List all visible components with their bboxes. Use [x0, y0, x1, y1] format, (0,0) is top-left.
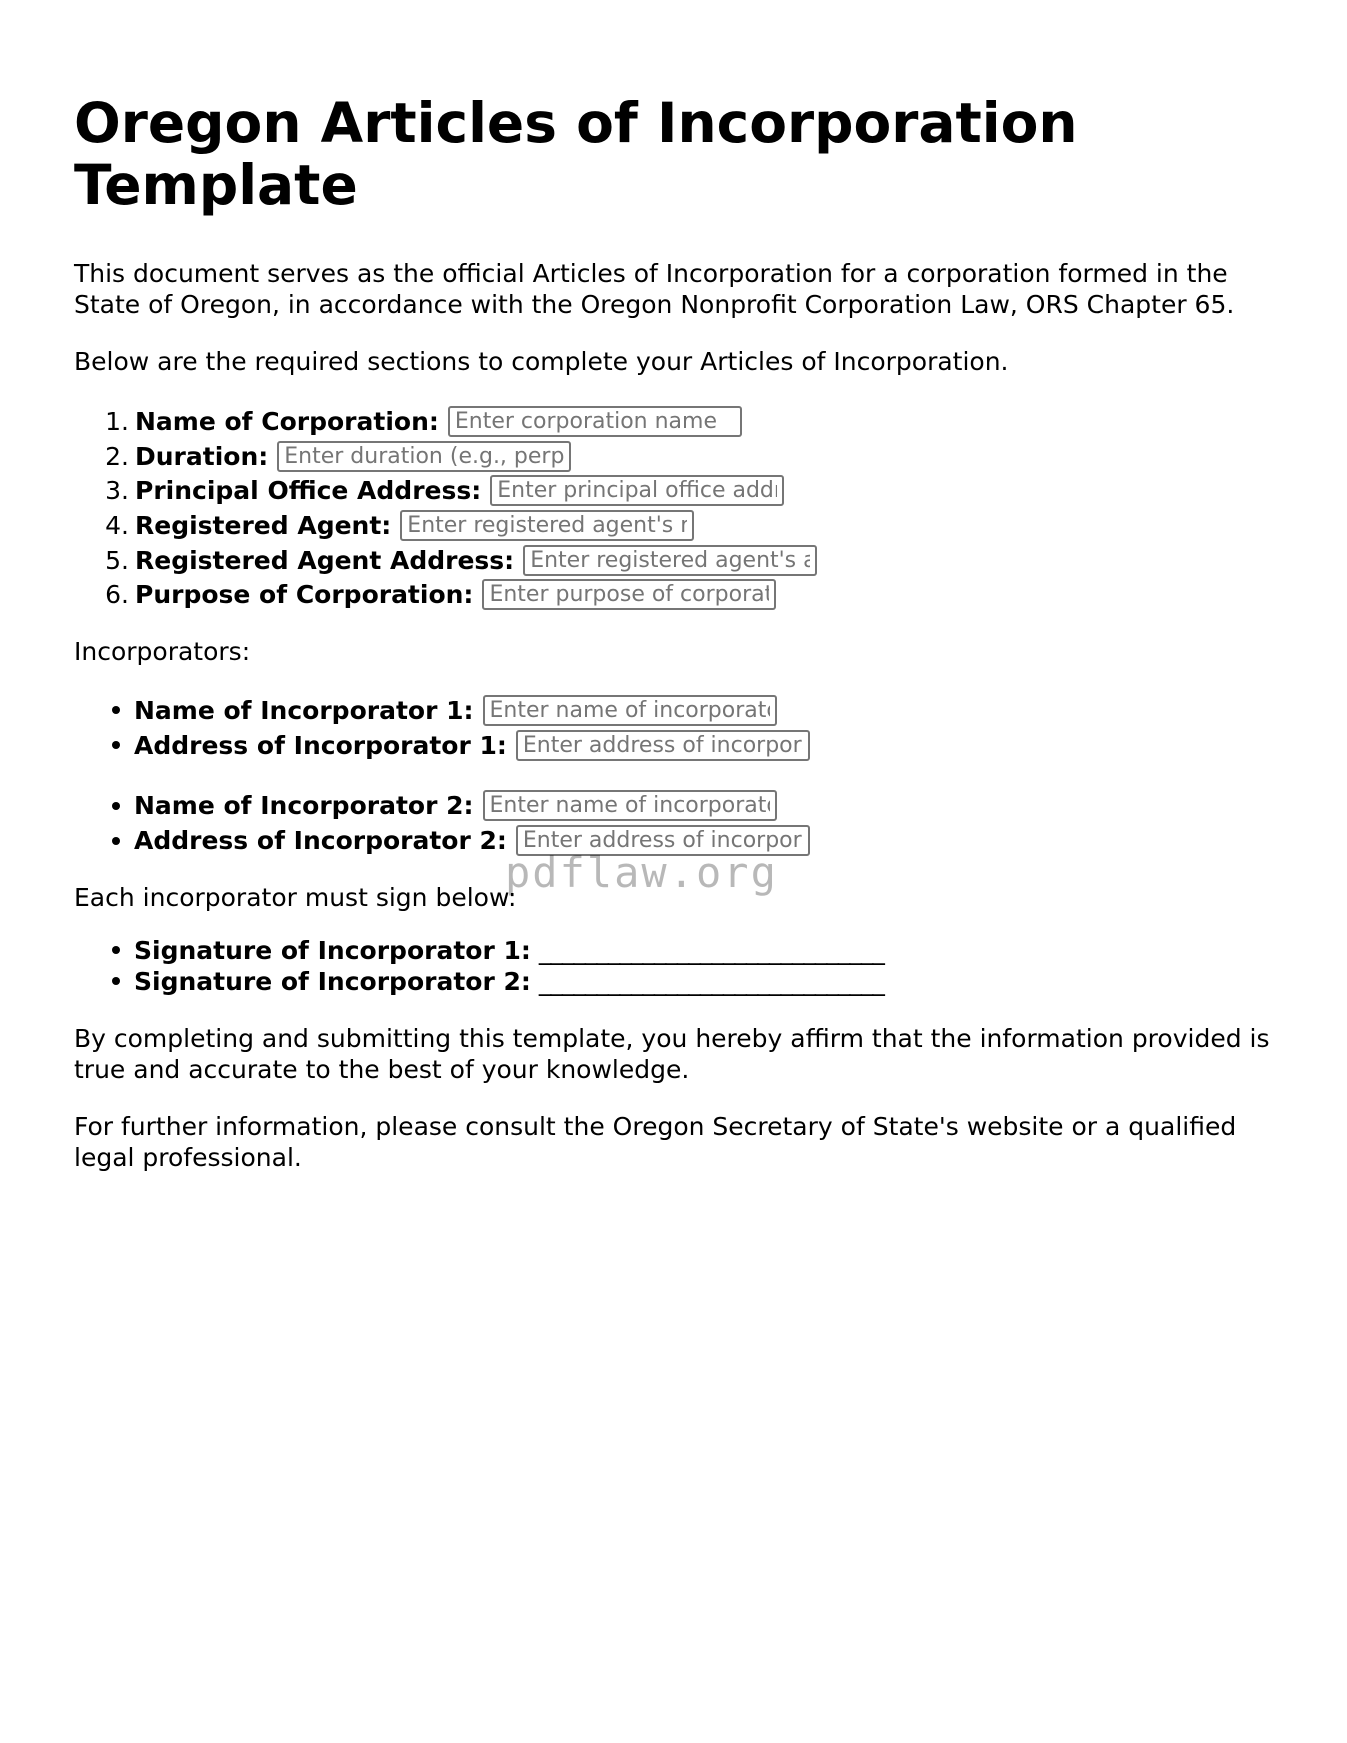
list-item [74, 966, 1274, 997]
field-label: Name of Incorporator 2: [134, 791, 474, 821]
list-item [74, 823, 1274, 858]
field-label: Name of Corporation: [135, 406, 439, 436]
signature-label: Signature of Incorporator 2: [134, 966, 531, 996]
list-number: 6. [105, 580, 129, 610]
field-label: Address of Incorporator 2: [134, 826, 507, 856]
affirmation-paragraph: By completing and submitting this template, you hereby affirm that the information provided is true and accurate to the best of your knowledge. [74, 1023, 1270, 1084]
list-item [74, 728, 1274, 763]
list-item [74, 508, 1274, 543]
incorporator-2-list [74, 789, 1274, 858]
list-number: 3. [105, 476, 129, 506]
field-label: Name of Incorporator 1: [134, 695, 474, 725]
field-label: Registered Agent Address: [135, 545, 515, 575]
registered-agent-input[interactable] [400, 510, 694, 541]
duration-input[interactable] [277, 441, 571, 472]
signature-intro: Each incorporator must sign below: [74, 882, 517, 912]
signature-list [74, 935, 1274, 997]
list-item [74, 404, 1274, 439]
incorporator-1-address-input[interactable] [516, 730, 810, 761]
watermark: pdflaw.org [505, 848, 778, 897]
incorporator-2-name-input[interactable] [483, 790, 777, 821]
list-item [74, 693, 1274, 728]
field-label: Registered Agent: [135, 510, 392, 540]
required-sections-list [74, 404, 1274, 612]
list-item [74, 439, 1274, 474]
list-number: 5. [105, 545, 129, 575]
incorporator-1-name-input[interactable] [483, 695, 777, 726]
list-item [74, 789, 1274, 824]
page-title: Oregon Articles of Incorporation Template [74, 91, 1078, 217]
sections-intro: Below are the required sections to complete your Articles of Incorporation. [74, 347, 1009, 376]
corporation-name-input[interactable] [448, 406, 742, 437]
list-number: 2. [105, 441, 129, 471]
field-label: Address of Incorporator 1: [134, 730, 507, 760]
field-label: Duration: [135, 441, 269, 471]
list-number: 1. [105, 406, 129, 436]
field-label: Principal Office Address: [135, 476, 482, 506]
signature-line[interactable]: ______________________________ [538, 966, 884, 996]
registered-agent-address-input[interactable] [523, 545, 817, 576]
list-number: 4. [105, 510, 129, 540]
incorporator-1-list [74, 693, 1274, 762]
further-info-paragraph: For further information, please consult the Oregon Secretary of State's website or a qualified legal professional. [74, 1111, 1237, 1172]
list-item [74, 543, 1274, 578]
incorporators-heading: Incorporators: [74, 637, 251, 667]
incorporator-2-address-input[interactable] [516, 825, 810, 856]
signature-line[interactable]: ______________________________ [538, 935, 884, 965]
list-item [74, 935, 1274, 966]
signature-label: Signature of Incorporator 1: [134, 935, 531, 965]
principal-office-address-input[interactable] [490, 475, 784, 506]
field-label: Purpose of Corporation: [135, 580, 474, 610]
intro-paragraph: This document serves as the official Articles of Incorporation for a corporation formed in the State of Oregon, in accordance with the Oregon Nonprofit Corporation Law, ORS Chapter 65. [74, 259, 1235, 319]
purpose-input[interactable] [482, 579, 776, 610]
list-item [74, 577, 1274, 612]
list-item [74, 473, 1274, 508]
document [74, 92, 1274, 1173]
